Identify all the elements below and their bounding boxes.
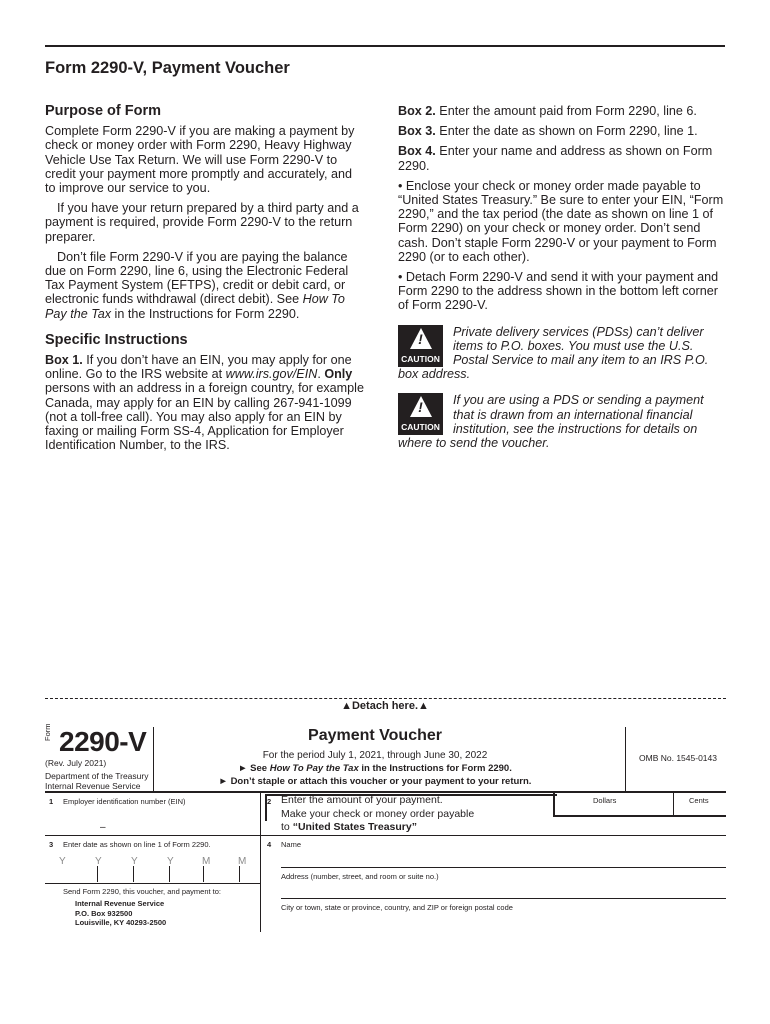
purpose-paragraph-2: If you have your return prepared by a third party and a payment is required, provide Form 2290-V to the return preparer. (45, 201, 359, 244)
bullet-detach: • Detach Form 2290-V and send it with your payment and Form 2290 to the address shown in the bottom left corner of Form 2290-V. (398, 270, 719, 313)
box4-instruction (398, 144, 726, 172)
box2-number: 2 (267, 797, 272, 806)
city-label: City or town, state or province, country, and ZIP or foreign postal code (281, 903, 513, 912)
mailing-line-3: Louisville, KY 40293-2500 (75, 918, 167, 927)
caution-icon: ! CAUTION (398, 393, 443, 435)
box1-bottom-rule (45, 835, 260, 836)
see-text-italic: How To Pay the Tax (269, 763, 359, 774)
right-column (398, 104, 726, 458)
box2-bottom-rule (260, 835, 726, 836)
caution-note-international (398, 393, 726, 450)
middle-divider (260, 791, 261, 932)
page-title: Form 2290-V, Payment Voucher (45, 59, 290, 77)
header-divider-right (625, 727, 626, 791)
box1-number: 1 (49, 797, 54, 806)
detach-label: ▲Detach here.▲ (341, 700, 429, 712)
address-rule (281, 898, 726, 899)
cents-input[interactable] (675, 805, 725, 815)
bullet-enclose: • Enclose your check or money order made payable to “United States Treasury.” Be sure to enter your EIN, “Form 2290,” and the tax period (the date as shown on line 1 of Form 2290) on your check or money order. Don’t send cash. Don’t staple Form 2290-V or your payment to Form 2290 (or to each other). (398, 178, 724, 264)
box3-instruction-label: Box 3. (398, 124, 436, 139)
dollars-input[interactable] (555, 805, 672, 815)
box2-line-3 (281, 821, 474, 835)
form-revision: (Rev. July 2021) (45, 758, 107, 768)
ein-separator: – (100, 822, 106, 833)
mailing-line-1: Internal Revenue Service (75, 899, 165, 908)
box1-text-c: persons with an address in a foreign country, for example Canada, may apply for an EIN by calling 267-941-1099 (not a toll-free call). You may also apply for an EIN by faxing or mailing Form SS-4, Application for Employer Identification Number, to the IRS. (45, 381, 364, 453)
see-text-b: in the Instructions for Form 2290. (358, 763, 512, 774)
omb-number: OMB No. 1545-0143 (639, 753, 717, 763)
box1-label: Employer identification number (EIN) (63, 797, 186, 806)
department: Department of the Treasury (45, 771, 149, 781)
name-rule (281, 867, 726, 868)
box3-bottom-rule (45, 883, 260, 884)
cents-label: Cents (689, 796, 709, 805)
address-label: Address (number, street, and room or suite no.) (281, 872, 439, 881)
purpose-paragraph-1: Complete Form 2290-V if you are making a payment by check or money order with Form 2290, Heavy Highway Vehicle Use Tax Return. We will use Form 2290-V to credit your payment more promptly and accurately, and to improve our service to you. (45, 124, 355, 196)
box1-text-b: . (317, 367, 325, 382)
caution-text-pds: Private delivery services (PDSs) can’t deliver items to P.O. boxes. You must use the U.S. Postal Service to mail any item to an IRS P.O. box address. (398, 324, 709, 382)
purpose-p3-text-a: Don’t file Form 2290-V if you are paying the balance due on Form 2290, line 6, using the Electronic Federal Tax Payment System (EFTPS), credit or debit card, or electronic funds withdrawal (direct debit). See (45, 249, 349, 307)
address-input[interactable] (281, 881, 726, 898)
purpose-heading: Purpose of Form (45, 103, 162, 119)
voucher-title: Payment Voucher (308, 727, 442, 744)
agency: Internal Revenue Service (45, 781, 141, 791)
left-column (45, 104, 365, 458)
box3-number: 3 (49, 840, 54, 849)
caution-icon: ! CAUTION (398, 325, 443, 367)
form-word: Form (43, 723, 52, 741)
caution-note-pds (398, 325, 726, 382)
specific-heading: Specific Instructions (45, 331, 188, 348)
amount-box-bottom (553, 815, 726, 817)
purpose-paragraph-3 (45, 250, 365, 321)
box3-label: Enter date as shown on line 1 of Form 2290. (63, 840, 211, 849)
box3-instruction (398, 124, 726, 138)
header-divider-left (153, 727, 154, 791)
form-number: 2290-V (59, 726, 147, 757)
purpose-p3-text-b: in the Instructions for Form 2290. (111, 306, 300, 321)
top-rule (45, 45, 725, 47)
tax-period: For the period July 1, 2021, through June 30, 2022 (262, 750, 488, 761)
box4-number: 4 (267, 840, 272, 849)
purpose-p3-italic: How To Pay the Tax (45, 292, 345, 321)
box2-line-3a: to (281, 821, 293, 833)
see-text-a: ► See (238, 763, 270, 774)
box2-line-2: Make your check or money order payable (281, 807, 475, 820)
ein-input[interactable] (45, 797, 260, 835)
mailing-address (75, 899, 166, 928)
box4-instruction-label: Box 4. (398, 144, 436, 159)
mailing-line-2: P.O. Box 932500 (75, 908, 133, 918)
box2-line-1: Enter the amount of your payment. (281, 794, 443, 806)
ein-url-link[interactable]: www.irs.gov/EIN (225, 367, 318, 382)
payment-voucher (43, 723, 726, 932)
box1-instruction (45, 353, 365, 452)
box1-text-a: If you don’t have an EIN, you may apply for one online. Go to the IRS website at (45, 353, 352, 382)
city-input[interactable] (281, 912, 726, 930)
staple-warning: ► Don’t staple or attach this voucher or your payment to your return. (218, 776, 532, 787)
caution-text-international: If you are using a PDS or sending a payment that is drawn from an international financial institution, see the instructions for details on where to send the voucher. (398, 393, 704, 451)
box2-instruction-label: Box 2. (398, 104, 436, 118)
cents-divider (673, 791, 674, 816)
box4-instruction-text: Enter your name and address as shown on Form 2290. (398, 144, 713, 173)
box2-instruction-text: Enter the amount paid from Form 2290, line 6. (435, 104, 697, 118)
name-input[interactable] (281, 849, 726, 867)
box3-instruction-text: Enter the date as shown on Form 2290, line 1. (435, 124, 698, 139)
box2-label (281, 794, 474, 835)
detach-dashed-line (45, 698, 726, 699)
dollars-label: Dollars (593, 796, 617, 805)
box1-only: Only (324, 367, 353, 382)
box2-instruction (398, 104, 726, 118)
box1-instruction-label: Box 1. (45, 353, 83, 368)
header-bottom-rule (45, 791, 726, 793)
send-to-label: Send Form 2290, this voucher, and payment to: (63, 887, 222, 896)
date-input[interactable]: Y Y Y Y M M (45, 853, 260, 883)
box2-line-3b: “United States Treasury” (292, 821, 417, 833)
see-instructions (160, 763, 590, 774)
name-label: Name (281, 840, 302, 849)
